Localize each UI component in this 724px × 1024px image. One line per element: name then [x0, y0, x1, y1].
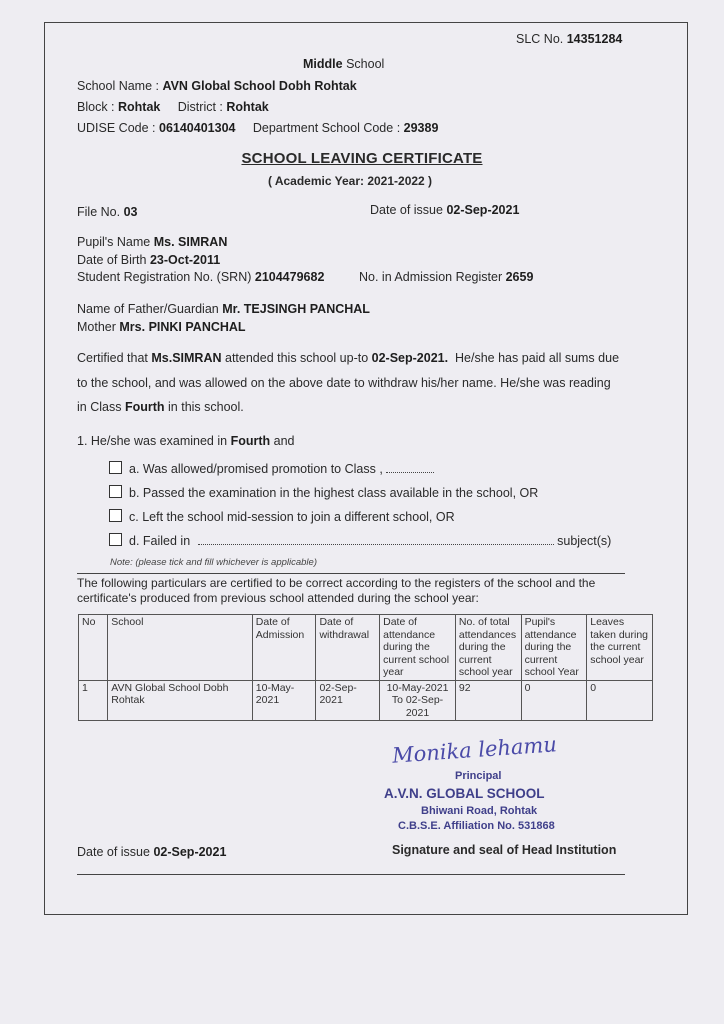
stamp-school: A.V.N. GLOBAL SCHOOL [384, 786, 545, 801]
cert-line-2: to the school, and was allowed on the above date to withdraw his/her name. He/she was reading [77, 375, 611, 390]
exam-text-1: 1. He/she was examined in [77, 434, 228, 448]
col-withdrawal: Date of withdrawal [316, 615, 380, 681]
block-value: Rohtak [118, 100, 161, 114]
cell-leaves: 0 [587, 680, 653, 721]
slc-label: SLC No. [516, 32, 564, 46]
udise-label: UDISE Code : [77, 121, 156, 135]
udise-line [77, 121, 438, 135]
issue-date-bottom [77, 845, 226, 859]
option-d-blank [198, 534, 554, 545]
file-value: 03 [123, 205, 138, 219]
col-no: No [79, 615, 108, 681]
school-name-label: School Name : [77, 79, 159, 93]
cell-total-attendances: 92 [455, 680, 521, 721]
cert-date: 02-Sep-2021. [371, 351, 449, 365]
certified-paragraph [77, 346, 637, 420]
cell-withdrawal: 02-Sep-2021 [316, 680, 380, 721]
mother-line [77, 320, 246, 334]
cell-admission: 10-May-2021 [252, 680, 316, 721]
academic-year: ( Academic Year: 2021-2022 ) [267, 174, 433, 188]
col-school: School [108, 615, 253, 681]
exam-line [77, 434, 295, 448]
pupil-name: Ms. SIMRAN [153, 235, 228, 249]
udise-value: 06140401304 [159, 121, 236, 135]
dob-line [77, 253, 220, 267]
option-d-end: subject(s) [557, 534, 612, 548]
father-name: Mr. TEJSINGH PANCHAL [222, 302, 370, 316]
file-number [77, 205, 137, 219]
attendance-table [78, 614, 653, 721]
pupil-name-label: Pupil's Name [77, 235, 151, 249]
dept-code-label: Department School Code : [252, 121, 401, 135]
col-total-attendances: No. of total attendances during the current school year [455, 615, 521, 681]
srn-label: Student Registration No. (SRN) [77, 270, 252, 284]
block-label: Block : [77, 100, 115, 114]
particulars-text: The following particulars are certified to be correct according to the registers of the school and the certificate's produced from previous school attended during the school year: [77, 576, 596, 605]
cert-text-4: in Class [77, 400, 122, 414]
father-label: Name of Father/Guardian [77, 302, 219, 316]
father-line [77, 302, 370, 316]
issue-label-top: Date of issue [370, 203, 443, 217]
cell-attendance-dates: 10-May-2021 To 02-Sep-2021 [380, 680, 456, 721]
option-a-blank [386, 462, 434, 473]
signature-label: Signature and seal of Head Institution [392, 843, 617, 857]
stamp-affiliation: C.B.S.E. Affiliation No. 531868 [398, 820, 555, 832]
option-d-label: d. Failed in [129, 534, 191, 548]
slc-number [516, 32, 622, 46]
school-name: AVN Global School Dobh Rohtak [162, 79, 357, 93]
cert-class: Fourth [124, 400, 165, 414]
table-row [79, 680, 653, 721]
stamp-principal: Principal [455, 770, 502, 782]
mother-label: Mother [77, 320, 116, 334]
option-b[interactable] [109, 485, 538, 500]
cell-school: AVN Global School Dobh Rohtak [108, 680, 253, 721]
mother-name: Mrs. PINKI PANCHAL [119, 320, 246, 334]
pupil-name-line [77, 235, 227, 249]
issue-label-bottom: Date of issue [77, 845, 150, 859]
col-attendance-dates: Date of attendance during the current school year [380, 615, 456, 681]
option-d-checkbox[interactable] [109, 533, 122, 546]
srn-line [77, 270, 324, 284]
dept-code-value: 29389 [403, 121, 439, 135]
level-bold: Middle [303, 57, 343, 71]
note-text: Note: (please tick and fill whichever is applicable) [110, 557, 317, 568]
table-header-row [79, 615, 653, 681]
col-leaves: Leaves taken during the current school year [587, 615, 653, 681]
admission-label: No. in Admission Register [359, 270, 503, 284]
exam-text-2: and [273, 434, 295, 448]
col-pupil-attendance: Pupil's attendance during the current school Year [521, 615, 587, 681]
cell-no: 1 [79, 680, 108, 721]
cert-text-3: He/she has paid all sums due [455, 351, 620, 365]
cert-text-1: Certified that [77, 351, 148, 365]
district-value: Rohtak [226, 100, 269, 114]
exam-class: Fourth [230, 434, 271, 448]
cert-text-2: attended this school up-to [225, 351, 369, 365]
option-c[interactable] [109, 509, 455, 524]
dob-label: Date of Birth [77, 253, 147, 267]
issue-value-top: 02-Sep-2021 [446, 203, 520, 217]
certificate-title: SCHOOL LEAVING CERTIFICATE [241, 150, 483, 167]
cell-pupil-attendance: 0 [521, 680, 587, 721]
option-a[interactable] [109, 461, 434, 476]
divider-top [77, 573, 625, 574]
srn-value: 2104479682 [254, 270, 325, 284]
option-c-label: c. Left the school mid-session to join a different school, OR [129, 510, 455, 524]
school-name-line [77, 79, 357, 93]
cert-name: Ms.SIMRAN [151, 351, 222, 365]
slc-value: 14351284 [566, 32, 623, 46]
option-c-checkbox[interactable] [109, 509, 122, 522]
issue-date-top [370, 203, 519, 217]
option-b-checkbox[interactable] [109, 485, 122, 498]
option-d[interactable] [109, 533, 611, 548]
stamp-address: Bhiwani Road, Rohtak [421, 805, 538, 817]
divider-bottom [77, 874, 625, 875]
level-rest: School [346, 57, 385, 71]
principal-signature: Monika lehamu [391, 732, 558, 768]
school-level [303, 57, 384, 71]
cert-text-5: in this school. [168, 400, 244, 414]
option-a-checkbox[interactable] [109, 461, 122, 474]
file-label: File No. [77, 205, 121, 219]
admission-line [359, 270, 533, 284]
admission-value: 2659 [505, 270, 534, 284]
option-b-label: b. Passed the examination in the highest class available in the school, OR [129, 486, 539, 500]
issue-value-bottom: 02-Sep-2021 [153, 845, 227, 859]
district-label: District : [177, 100, 223, 114]
option-a-label: a. Was allowed/promised promotion to Class , [129, 462, 383, 476]
dob-value: 23-Oct-2011 [149, 253, 221, 267]
col-admission: Date of Admission [252, 615, 316, 681]
block-district-line [77, 100, 269, 114]
